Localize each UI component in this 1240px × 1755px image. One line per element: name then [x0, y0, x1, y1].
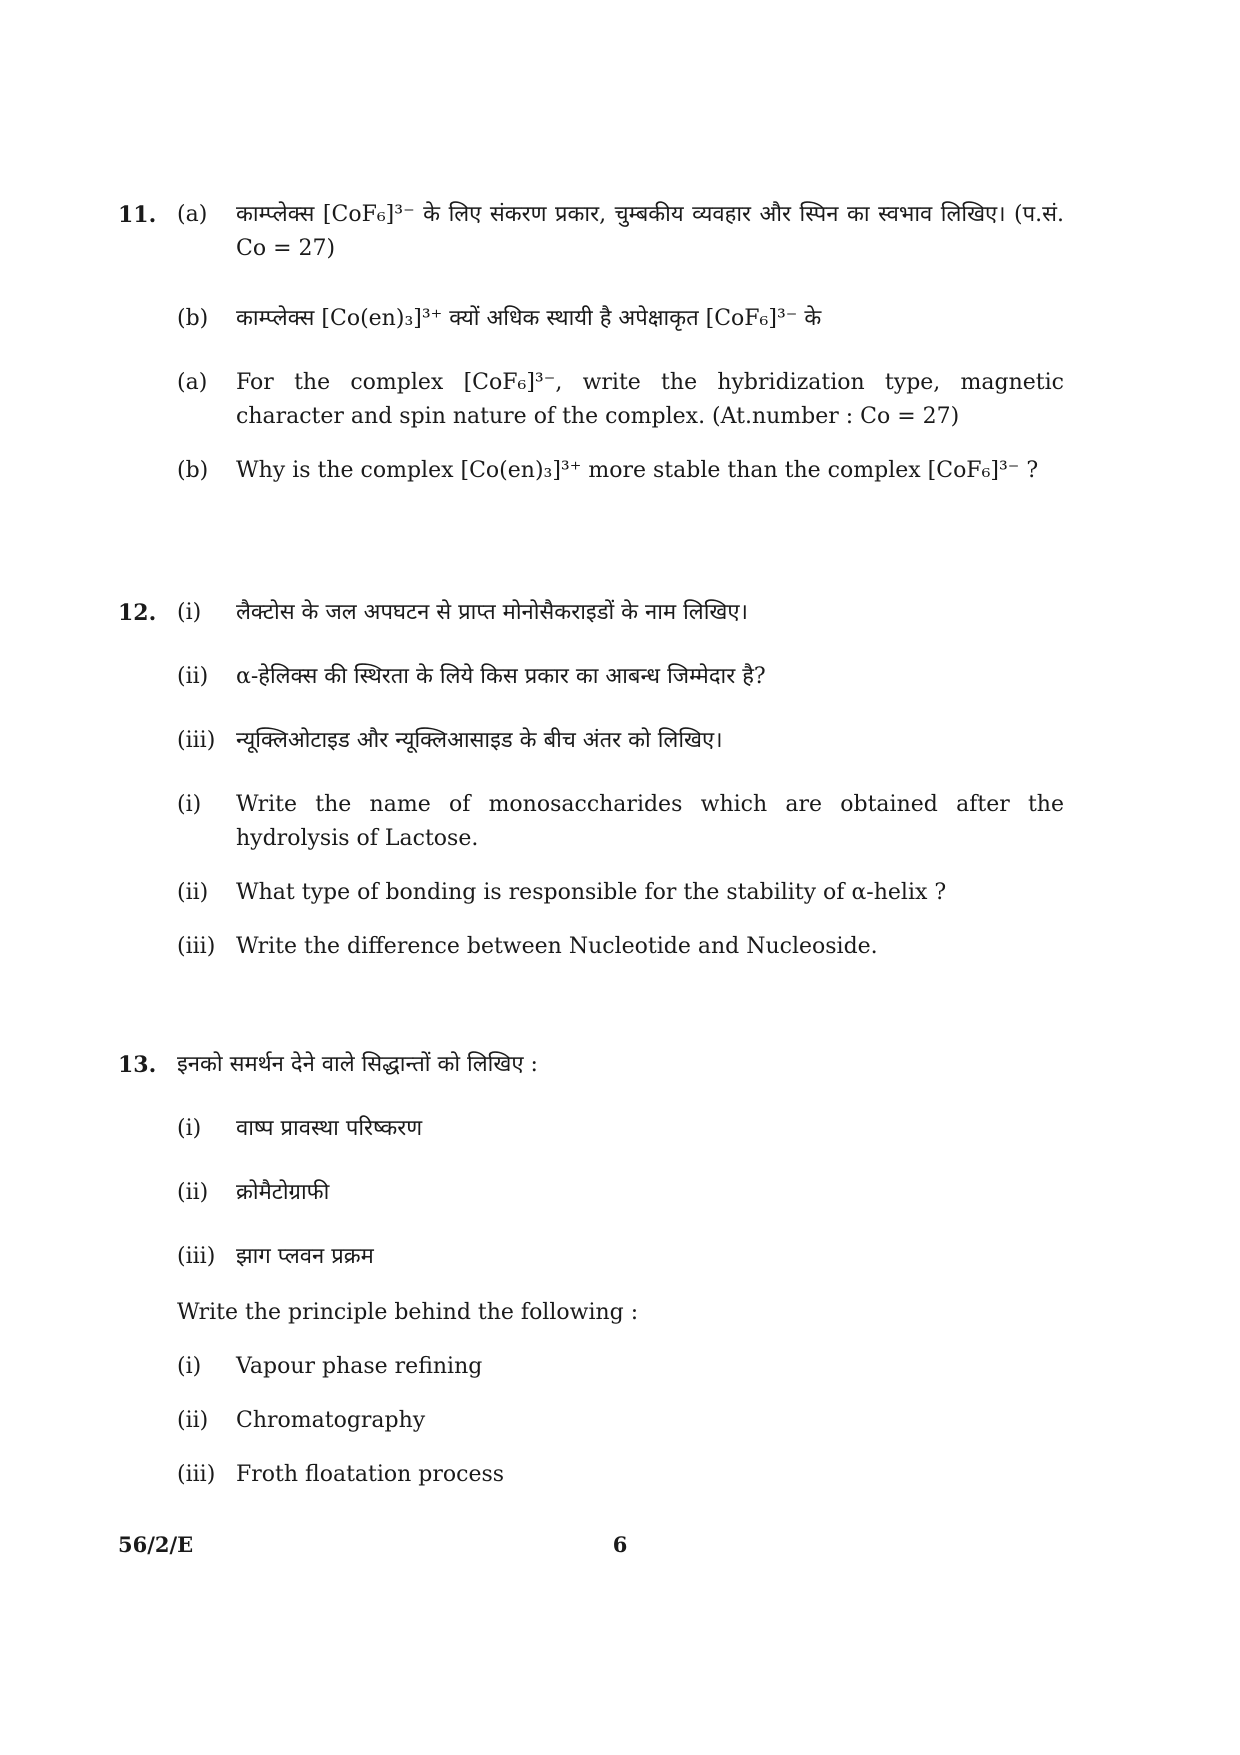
q12-part-ii-hi-text: α-हेलिक्स की स्थिरता के लिये किस प्रकार का आबन्ध जिम्मेदार है?: [236, 664, 766, 689]
q12-part-iii-hi-text: न्यूक्लिओटाइड और न्यूक्लिआसाइड के बीच अंतर को लिखिए।: [236, 728, 723, 753]
q12-part-i-en-label: (i): [177, 792, 202, 817]
q12-part-ii-en-text: What type of bonding is responsible for the stability of α-helix ?: [236, 880, 947, 905]
q11-part-a-en-label: (a): [177, 370, 208, 395]
q12-part-ii-en-label: (ii): [177, 880, 209, 905]
q13-part-i-hi-text: वाष्प प्रावस्था परिष्करण: [236, 1116, 423, 1141]
q13-intro-en: Write the principle behind the following :: [177, 1300, 639, 1325]
q13-part-ii-en-text: Chromatography: [236, 1408, 426, 1433]
q12-part-iii-hi-label: (iii): [177, 728, 216, 753]
question-number-13: 13.: [118, 1052, 157, 1078]
q11-part-b-en-label: (b): [177, 458, 209, 483]
q13-part-iii-hi-text: झाग प्लवन प्रक्रम: [236, 1244, 374, 1269]
question-number-12: 12.: [118, 600, 157, 626]
q11-part-b-hi-text: काम्प्लेक्स [Co(en)₃]³⁺ क्यों अधिक स्थायी है अपेक्षाकृत [CoF₆]³⁻ के: [236, 306, 822, 331]
q12-part-iii-en-label: (iii): [177, 934, 216, 959]
q12-part-i-en-text: Write the name of monosaccharides which are obtained after the hydrolysis of Lactose.: [236, 792, 1064, 851]
q13-part-iii-en-label: (iii): [177, 1462, 216, 1487]
q11-part-a-hi-label: (a): [177, 202, 208, 227]
paper-code: 56/2/E: [118, 1532, 194, 1557]
q11-part-a-hi-text: काम्प्लेक्स [CoF₆]³⁻ के लिए संकरण प्रकार, चुम्बकीय व्यवहार और स्पिन का स्वभाव लिखिए। (प.सं. Co = 27): [236, 202, 1064, 261]
q13-intro-hi: इनको समर्थन देने वाले सिद्धान्तों को लिखिए :: [177, 1052, 538, 1077]
page-number: 6: [612, 1532, 628, 1557]
q12-part-i-hi-label: (i): [177, 600, 202, 625]
question-number-11: 11.: [118, 202, 157, 228]
q12-part-ii-hi-label: (ii): [177, 664, 209, 689]
q13-part-ii-en-label: (ii): [177, 1408, 209, 1433]
q12-part-i-hi-text: लैक्टोस के जल अपघटन से प्राप्त मोनोसैकराइडों के नाम लिखिए।: [236, 600, 748, 625]
q13-part-i-hi-label: (i): [177, 1116, 202, 1141]
q11-part-b-en-text: Why is the complex [Co(en)₃]³⁺ more stable than the complex [CoF₆]³⁻ ?: [236, 458, 1039, 483]
q13-part-i-en-label: (i): [177, 1354, 202, 1379]
q13-part-i-en-text: Vapour phase refining: [236, 1354, 483, 1379]
q12-part-iii-en-text: Write the difference between Nucleotide and Nucleoside.: [236, 934, 878, 959]
q13-part-iii-en-text: Froth floatation process: [236, 1462, 505, 1487]
q11-part-a-en-text: For the complex [CoF₆]³⁻, write the hybridization type, magnetic character and spin nature of the complex. (At.number : Co = 27): [236, 370, 1064, 429]
q13-part-ii-hi-text: क्रोमैटोग्राफी: [236, 1180, 330, 1205]
q11-part-b-hi-label: (b): [177, 306, 209, 331]
q13-part-ii-hi-label: (ii): [177, 1180, 209, 1205]
q13-part-iii-hi-label: (iii): [177, 1244, 216, 1269]
